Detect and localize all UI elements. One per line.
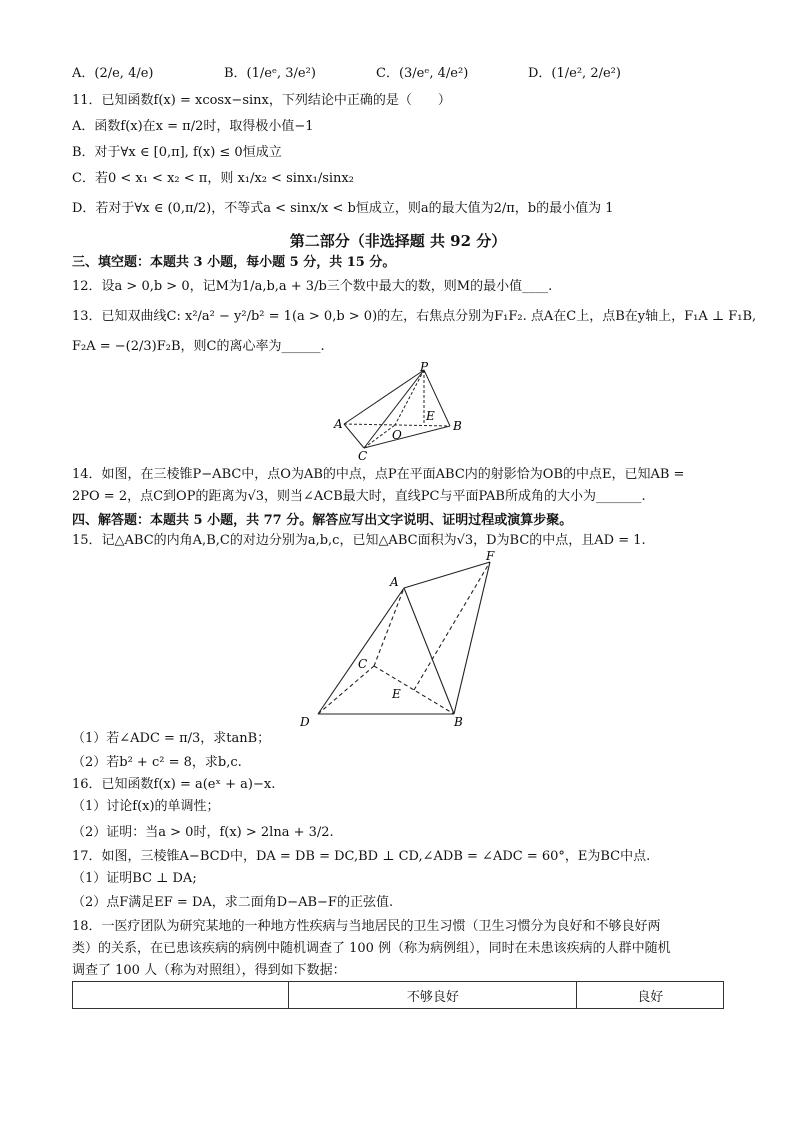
pyramid-figure — [294, 548, 514, 728]
q16-part2: （2）证明：当a > 0时，f(x) > 2lna + 3/2. — [72, 825, 334, 840]
q11-option-a: A．函数f(x)在x = π/2时，取得极小值−1 — [72, 119, 314, 134]
tetrahedron-figure — [330, 362, 470, 462]
q18-line3: 调查了 100 人（称为对照组），得到如下数据： — [72, 963, 346, 978]
label-e: E — [392, 687, 401, 701]
q11-option-d: D．若对于∀x ∈ (0,π/2)，不等式a < sinx/x < b恒成立，则a的最大值为2/π，b的最小值为 1 — [72, 201, 614, 216]
label-p: P — [420, 362, 429, 374]
label-c: C — [358, 449, 368, 462]
label-b: B — [453, 419, 462, 433]
q17-part2: （2）点F满足EF = DA，求二面角D−AB−F的正弦值. — [72, 895, 394, 910]
q14-line1: 14．如图，在三棱锥P−ABC中，点O为AB的中点，点P在平面ABC内的射影恰为OB的中点E，已知AB = — [72, 467, 685, 482]
q17-part1: （1）证明BC ⊥ DA; — [72, 871, 197, 886]
option-b: B．(1/eᵉ, 3/e²) — [224, 66, 316, 81]
q15-part2: （2）若b² + c² = 8，求b,c. — [72, 755, 242, 770]
q13-line2: F₂A = −(2/3)F₂B，则C的离心率为______. — [72, 339, 325, 354]
label-b: B — [454, 715, 463, 728]
q18-line1: 18．一医疗团队为研究某地的一种地方性疾病与当地居民的卫生习惯（卫生习惯分为良好和不够良好两 — [72, 919, 661, 934]
option-c: C．(3/eᵉ, 4/e²) — [376, 66, 469, 81]
q14-line2: 2PO = 2，点C到OP的距离为√3，则当∠ACB最大时，直线PC与平面PAB所成角的大小为_______. — [72, 489, 646, 504]
q16-part1: （1）讨论f(x)的单调性； — [72, 799, 220, 814]
option-a: A．(2/e, 4/e) — [72, 66, 154, 81]
q16-stem: 16．已知函数f(x) = a(eˣ + a)−x. — [72, 777, 276, 792]
label-f: F — [486, 549, 495, 563]
part2-title: 第二部分（非选择题 共 92 分） — [289, 232, 507, 250]
q11-option-c: C．若0 < x₁ < x₂ < π，则 x₁/x₂ < sinx₁/sinx₂ — [72, 171, 354, 186]
section4-heading: 四、解答题：本题共 5 小题，共 77 分。解答应写出文字说明、证明过程或演算步聚。 — [72, 513, 573, 528]
label-a: A — [390, 575, 399, 589]
q18-line2: 类）的关系，在已患该疾病的病例中随机调查了 100 例（称为病例组），同时在未患该疾病的人群中随机 — [72, 941, 671, 956]
section3-heading: 三、填空题：本题共 3 小题，每小题 5 分，共 15 分。 — [72, 255, 396, 270]
table-header-cell — [73, 982, 289, 1009]
q15-stem: 15．记△ABC的内角A,B,C的对边分别为a,b,c，已知△ABC面积为√3，D为BC的中点，且AD = 1. — [72, 533, 646, 548]
q13-line1: 13．已知双曲线C: x²/a² − y²/b² = 1(a > 0,b > 0)的左，右焦点分别为F₁F₂. 点A在C上，点B在y轴上，F₁A ⊥ F₁B, — [72, 309, 757, 324]
option-d: D．(1/e², 2/e²) — [528, 66, 621, 81]
table-header-cell: 不够良好 — [289, 982, 577, 1009]
q17-stem: 17．如图，三棱锥A−BCD中，DA = DB = DC,BD ⊥ CD,∠ADB = ∠ADC = 60°，E为BC中点. — [72, 849, 651, 864]
q12: 12．设a > 0,b > 0，记M为1/a,b,a + 3/b三个数中最大的数，则M的最小值____. — [72, 279, 553, 294]
table-header-cell: 良好 — [577, 982, 724, 1009]
data-table — [72, 981, 724, 1009]
label-d: D — [300, 715, 310, 728]
label-c: C — [358, 657, 368, 671]
label-a: A — [334, 417, 343, 431]
label-o: O — [392, 428, 402, 442]
label-e: E — [426, 409, 435, 423]
q11-stem: 11．已知函数f(x) = xcosx−sinx，下列结论中正确的是（ ） — [72, 93, 451, 108]
q15-part1: （1）若∠ADC = π/3，求tanB； — [72, 731, 271, 746]
q11-option-b: B．对于∀x ∈ [0,π], f(x) ≤ 0恒成立 — [72, 145, 282, 160]
table-row — [73, 982, 724, 1009]
